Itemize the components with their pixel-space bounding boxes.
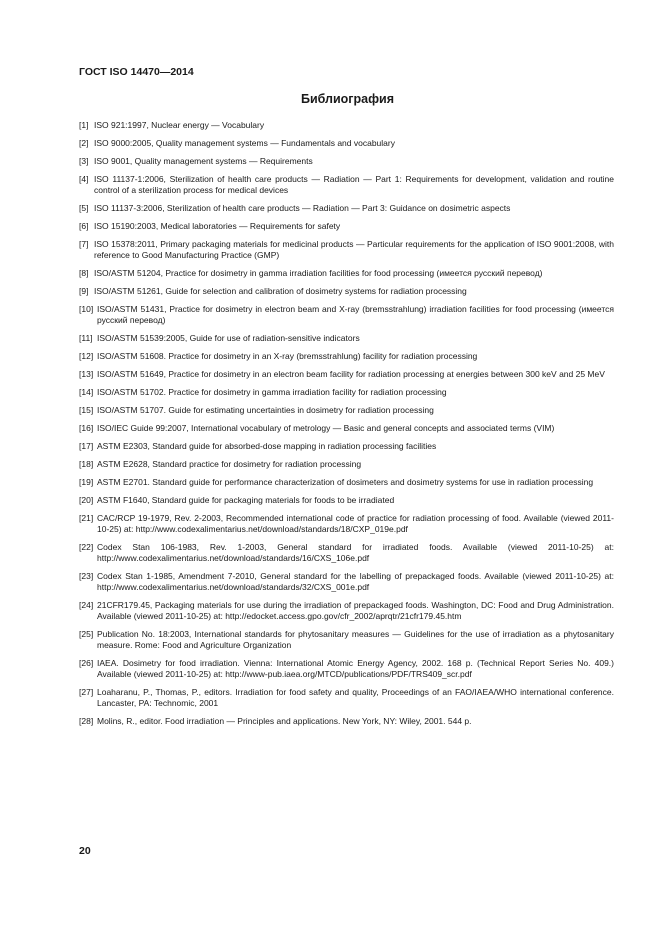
reference-number: [11] [79,333,93,343]
reference-number: [16] [79,423,94,433]
reference-item [79,174,614,196]
reference-text: ISO/ASTM 51539:2005, Guide for use of radiation-sensitive indicators [97,333,360,343]
reference-text: ISO 921:1997, Nuclear energy — Vocabulary [94,120,265,130]
reference-text: ASTM F1640, Standard guide for packaging materials for foods to be irradiated [97,495,395,505]
reference-text: 21CFR179.45, Packaging materials for use during the irradiation of prepackaged foods. Washington, DC: Food and Drug Administration. Available (viewed 2011-10-25) at: http://edocket.access.gpo.gov/cfr_2002/aprqtr/21cfr179.45.htm [97,600,614,621]
reference-number: [25] [79,629,94,639]
reference-text: Publication No. 18:2003, International standards for phytosanitary measures — Guidelines for the use of irradiation as a phytosanitary measure. Rome: Food and Agriculture Organization [97,629,614,650]
standard-designation: ГОСТ ISO 14470—2014 [79,66,194,78]
reference-item [79,687,614,709]
reference-number: [22] [79,542,94,552]
reference-number: [1] [79,120,89,130]
reference-item [79,221,614,232]
reference-item [79,156,614,167]
reference-text: ISO/ASTM 51431, Practice for dosimetry in electron beam and X-ray (bremsstrahlung) irradiation facilities for food processing (имеется русский перевод) [97,304,614,325]
reference-text: Codex Stan 106-1983, Rev. 1-2003, General standard for irradiated foods. Available (viewed 2011-10-25) at: http://www.codexalimentarius.net/download/standards/16/CXS_106e.pdf [97,542,614,563]
reference-text: ISO 11137-3:2006, Sterilization of health care products — Radiation — Part 3: Guidance on dosimetric aspects [94,203,511,213]
reference-item [79,441,614,452]
reference-text: ASTM E2628, Standard practice for dosimetry for radiation processing [97,459,362,469]
reference-item [79,333,614,344]
reference-item [79,495,614,506]
reference-number: [27] [79,687,94,697]
reference-number: [7] [79,239,89,249]
reference-item [79,600,614,622]
reference-text: Loaharanu, P., Thomas, P., editors. Irradiation for food safety and quality, Proceedings of an FAO/IAEA/WHO international conference. Lancaster, PA: Technomic, 2001 [97,687,614,708]
reference-text: ISO/ASTM 51649, Practice for dosimetry in an electron beam facility for radiation processing at energies between 300 keV and 25 MeV [97,369,605,379]
reference-item [79,423,614,434]
bibliography-list [79,120,614,734]
reference-number: [17] [79,441,94,451]
reference-number: [24] [79,600,94,610]
reference-number: [10] [79,304,94,314]
reference-number: [28] [79,716,94,726]
reference-text: ISO/ASTM 51707. Guide for estimating uncertainties in dosimetry for radiation processing [97,405,434,415]
reference-number: [26] [79,658,94,668]
reference-item [79,716,614,727]
reference-number: [19] [79,477,94,487]
reference-text: IAEA. Dosimetry for food irradiation. Vienna: International Atomic Energy Agency, 2002. 168 p. (Technical Report Series No. 409.) Available (viewed 2011-10-25) at: http://www-pub.iaea.org/MTCD/publications/PDF/TRS409_scr.pdf [97,658,614,679]
reference-item [79,658,614,680]
reference-item [79,477,614,488]
reference-text: ASTM E2303, Standard guide for absorbed-dose mapping in radiation processing facilities [97,441,437,451]
reference-number: [2] [79,138,89,148]
reference-item [79,459,614,470]
reference-item [79,405,614,416]
reference-number: [6] [79,221,89,231]
reference-text: ISO/IEC Guide 99:2007, International vocabulary of metrology — Basic and general concepts and associated terms (VIM) [97,423,555,433]
reference-number: [23] [79,571,94,581]
reference-number: [20] [79,495,94,505]
reference-item [79,120,614,131]
reference-text: Molins, R., editor. Food irradiation — Principles and applications. New York, NY: Wiley, 2001. 544 p. [97,716,472,726]
reference-text: ISO 15190:2003, Medical laboratories — Requirements for safety [94,221,341,231]
reference-number: [15] [79,405,94,415]
reference-item [79,268,614,279]
reference-item [79,571,614,593]
reference-item [79,387,614,398]
reference-number: [21] [79,513,94,523]
reference-text: ISO/ASTM 51608. Practice for dosimetry in an X-ray (bremsstrahlung) facility for radiation processing [97,351,478,361]
reference-item [79,542,614,564]
reference-text: Codex Stan 1-1985, Amendment 7-2010, General standard for the labelling of prepackaged foods. Available (viewed 2011-10-25) at: http://www.codexalimentarius.net/download/standards/32/CXS_001e.pdf [97,571,614,592]
reference-text: ISO 15378:2011, Primary packaging materials for medicinal products — Particular requirements for the application of ISO 9001:2008, with reference to Good Manufacturing Practice (GMP) [94,239,614,260]
reference-text: ASTM E2701. Standard guide for performance characterization of dosimeters and dosimetry systems for use in radiation processing [97,477,594,487]
reference-number: [3] [79,156,89,166]
reference-number: [18] [79,459,94,469]
reference-item [79,369,614,380]
reference-item [79,286,614,297]
reference-number: [12] [79,351,94,361]
page-number: 20 [79,845,91,857]
reference-text: ISO/ASTM 51702. Practice for dosimetry in gamma irradiation facility for radiation processing [97,387,447,397]
reference-item [79,629,614,651]
reference-text: ISO 11137-1:2006, Sterilization of health care products — Radiation — Part 1: Requirements for development, validation and routine control of a sterilization process for medical devices [94,174,614,195]
reference-text: ISO/ASTM 51261, Guide for selection and calibration of dosimetry systems for radiation processing [94,286,467,296]
reference-text: ISO 9000:2005, Quality management systems — Fundamentals and vocabulary [94,138,395,148]
reference-item [79,513,614,535]
reference-item [79,304,614,326]
reference-item [79,203,614,214]
reference-number: [9] [79,286,89,296]
reference-number: [8] [79,268,89,278]
reference-item [79,239,614,261]
reference-number: [13] [79,369,94,379]
reference-number: [4] [79,174,89,184]
reference-item [79,351,614,362]
reference-number: [14] [79,387,94,397]
page-title: Библиография [300,92,395,106]
reference-text: ISO/ASTM 51204, Practice for dosimetry in gamma irradiation facilities for food processing (имеется русский перевод) [94,268,543,278]
reference-text: CAC/RCP 19-1979, Rev. 2-2003, Recommended international code of practice for radiation processing of food. Available (viewed 2011-10-25) at: http://www.codexalimentarius.net/download/standards/18/CXP_019e.pdf [97,513,614,534]
reference-text: ISO 9001, Quality management systems — Requirements [94,156,313,166]
reference-number: [5] [79,203,89,213]
reference-item [79,138,614,149]
